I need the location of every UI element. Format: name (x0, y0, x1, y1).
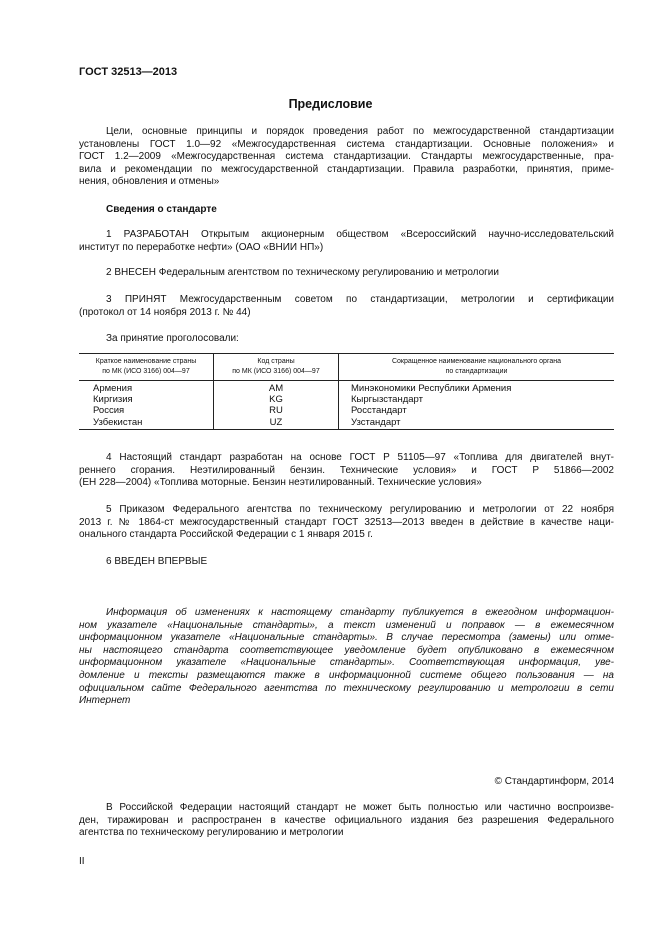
page-title: Предисловие (288, 97, 373, 111)
info-heading (79, 204, 614, 217)
intro-line: нения, обновления и отмены» (79, 176, 220, 188)
table-header-row (79, 354, 614, 381)
country-cell: Узбекистан (79, 417, 214, 430)
item-line: 2013 г. № 1864-ст межгосударственный стандарт ГОСТ 32513—2013 введен в действие в качестве наци- (79, 516, 614, 528)
notice-line: домление и тексты размещаются также в информационной системе общего пользования — на (79, 669, 614, 681)
item-adopted (79, 294, 614, 319)
voters-table (79, 353, 614, 430)
rights-line: ден, тиражирован и распространен в качестве официального издания без разрешения Федерального (79, 814, 614, 826)
table-header-cell (79, 354, 214, 381)
item-basis (79, 452, 614, 490)
table-row (79, 394, 614, 405)
org-cell: Минэкономики Республики Армения (339, 381, 615, 395)
voters-intro (79, 333, 614, 346)
notice-paragraph (79, 607, 614, 708)
intro-line: ГОСТ 1.2—2009 «Межгосударственная система стандартизации. Стандарты межгосударственные, пра- (79, 151, 614, 163)
header-text: Сокращенное наименование национального органа (391, 358, 561, 365)
table-header-cell (339, 354, 615, 381)
notice-line: информационном указателе «Национальные стандарты». В случае пересмотра (замены) или отме- (79, 632, 614, 644)
notice-line: Интернет (79, 695, 131, 707)
rights-line: агентства по техническому регулированию и метрологии (79, 827, 344, 839)
table-header-cell (214, 354, 339, 381)
item-line: (протокол от 14 ноября 2013 г. № 44) (79, 306, 251, 318)
header-text: по МК (ИСО 3166) 004—97 (232, 368, 320, 375)
code-cell: RU (214, 405, 339, 416)
voters-intro-text: За принятие проголосовали: (106, 333, 239, 344)
item-introduced (79, 556, 614, 569)
rights-paragraph (79, 802, 614, 840)
item-order (79, 504, 614, 542)
country-cell: Киргизия (93, 394, 133, 406)
rights-line: В Российской Федерации настоящий стандарт не может быть полностью или частично воспроизве- (106, 802, 614, 813)
country-cell: Армения (93, 383, 133, 394)
country-cell: Россия (93, 405, 125, 417)
header-text: по МК (ИСО 3166) 004—97 (102, 368, 190, 375)
notice-line: ны настоящего стандарта соответствующее уведомление будет опубликовано в ежемесячном (79, 644, 614, 656)
table-row (79, 417, 614, 430)
code-cell: KG (214, 394, 339, 405)
notice-line: Информация об изменениях к настоящему стандарту публикуется в ежегодном информацион- (106, 607, 614, 618)
item-line: (ЕН 228—2004) «Топлива моторные. Бензин неэтилированный. Технические условия» (79, 477, 482, 489)
notice-line: информационном указателе «Национальные стандарты». Соответствующая информация, уве- (79, 657, 614, 669)
info-heading-text: Сведения о стандарте (106, 204, 217, 215)
item-line: 6 ВВЕДЕН ВПЕРВЫЕ (106, 556, 208, 567)
header-text: Краткое наименование страны (95, 358, 197, 365)
item-line: 4 Настоящий стандарт разработан на основе ГОСТ Р 51105—97 «Топлива для двигателей внут- (106, 452, 614, 463)
item-line: 5 Приказом Федерального агентства по техническому регулированию и метрологии от 22 ноября (106, 504, 614, 515)
page-number: II (79, 856, 85, 867)
intro-line: установлены ГОСТ 1.0—92 «Межгосударственная система стандартизации. Основные положения» и (79, 138, 614, 150)
item-line: 3 ПРИНЯТ Межгосударственным советом по стандартизации, метрологии и сертификации (106, 294, 614, 305)
notice-line: официальном сайте Федерального агентства по техническому регулированию и метрологии в сети (79, 682, 614, 694)
org-cell: Кыргызстандарт (339, 394, 615, 405)
table-row (79, 381, 614, 395)
code-cell: UZ (214, 417, 339, 430)
code-cell: AM (214, 381, 339, 395)
header-text: по стандартизации (445, 368, 508, 375)
table-row (79, 405, 614, 416)
org-cell: Росстандарт (339, 405, 615, 416)
item-line: институт по переработке нефти» (ОАО «ВНИИ НП») (79, 241, 324, 253)
intro-paragraph (79, 126, 614, 189)
item-line: онального стандарта Российской Федерации с 1 января 2015 г. (79, 529, 373, 541)
copyright-notice: © Стандартинформ, 2014 (494, 776, 614, 787)
intro-line: вила и рекомендации по межгосударственной стандартизации. Правила разработки, принятия, приме- (79, 163, 614, 175)
item-developed (79, 229, 614, 254)
org-cell: Узстандарт (339, 417, 615, 430)
document-id: ГОСТ 32513—2013 (79, 66, 178, 78)
notice-line: ном указателе «Национальные стандарты», а текст изменений и поправок — в ежемесячном (79, 619, 614, 631)
item-submitted (79, 267, 614, 280)
intro-line: Цели, основные принципы и порядок проведения работ по межгосударственной стандартизации (106, 126, 614, 137)
item-line: реннего сгорания. Неэтилированный бензин. Технические условия» и ГОСТ Р 51866—2002 (79, 464, 614, 476)
item-line: 1 РАЗРАБОТАН Открытым акционерным обществом «Всероссийский научно-исследовательский (106, 229, 614, 240)
header-text: Код страны (257, 358, 295, 365)
item-line: 2 ВНЕСЕН Федеральным агентством по техническому регулированию и метрологии (106, 267, 499, 278)
